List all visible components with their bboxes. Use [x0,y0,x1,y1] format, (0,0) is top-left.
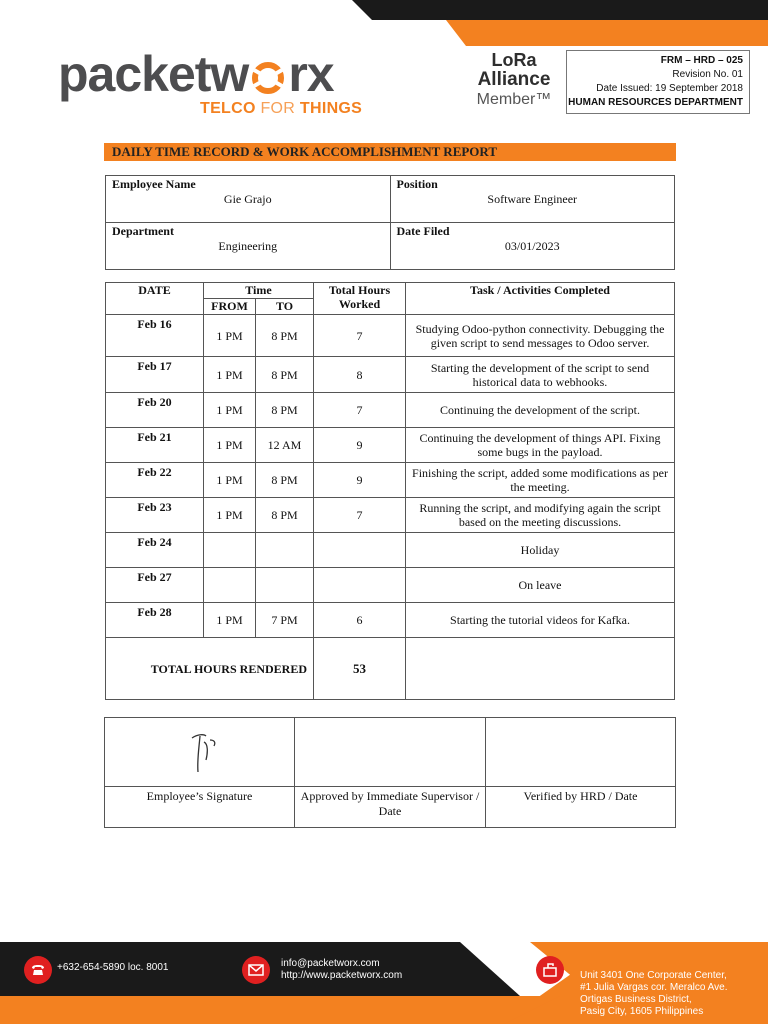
footer-address [580,970,728,1018]
time-row [106,603,675,638]
badge-line-alliance: Alliance [477,69,551,90]
row-task: Starting the development of the script to send historical data to webhooks. [406,357,675,393]
badge-line-member: Member™ [476,91,552,108]
row-date: Feb 28 [106,603,204,638]
employee-signature-icon [170,720,230,780]
row-hours [314,533,406,568]
row-hours: 9 [314,463,406,498]
row-from [204,568,256,603]
employee-name-value: Gie Grajo [223,192,272,206]
footer-website[interactable]: http://www.packetworx.com [281,970,403,981]
form-date-issued: Date Issued: 19 September 2018 [596,83,743,94]
row-from: 1 PM [204,428,256,463]
row-hours: 6 [314,603,406,638]
header-to: TO [256,299,314,315]
row-to: 8 PM [256,315,314,357]
position-label: Position [396,177,438,191]
row-task: Starting the tutorial videos for Kafka. [406,603,675,638]
header-tasks: Task / Activities Completed [406,283,675,315]
row-to: 8 PM [256,463,314,498]
time-row [106,498,675,533]
date-filed-value: 03/01/2023 [504,239,560,253]
tagline-telco: TELCO [200,100,256,117]
supervisor-signature-label: Approved by Immediate Supervisor / Date [295,787,486,828]
header-from: FROM [204,299,256,315]
row-task: Running the script, and modifying again the script based on the meeting discussions. [406,498,675,533]
time-row [106,463,675,498]
row-task: Finishing the script, added some modifications as per the meeting. [406,463,675,498]
row-from: 1 PM [204,393,256,428]
hrd-signature-box [486,718,676,787]
row-date: Feb 17 [106,357,204,393]
employee-signature-box [105,718,295,787]
row-to [256,533,314,568]
row-to: 7 PM [256,603,314,638]
time-row [106,428,675,463]
header-time: Time [204,283,314,299]
employee-name-label: Employee Name [112,177,196,191]
email-icon [242,956,270,984]
position-cell [390,176,675,223]
tagline-for: FOR [260,100,296,117]
header-total-hours: Total Hours Worked [314,283,406,315]
footer-address-line-1: Unit 3401 One Corporate Center, [580,970,727,981]
header-date: DATE [106,283,204,315]
time-row [106,315,675,357]
lora-alliance-badge [468,50,560,116]
logo-o-mark-icon [250,60,286,96]
department-cell [106,223,391,270]
row-task: On leave [406,568,675,603]
row-to: 12 AM [256,428,314,463]
employee-name-cell [106,176,391,223]
form-department: HUMAN RESOURCES DEPARTMENT [568,97,743,108]
phone-icon [24,956,52,984]
row-task: Continuing the development of the script. [406,393,675,428]
footer-address-line-2: #1 Julia Vargas cor. Meralco Ave. [580,982,728,993]
badge-line-lora: LoRa [491,50,537,70]
row-date: Feb 16 [106,315,204,357]
time-row [106,568,675,603]
tagline-things: THINGS [299,100,363,117]
total-hours-value: 53 [314,638,406,700]
row-date: Feb 21 [106,428,204,463]
row-hours: 7 [314,498,406,533]
employee-info-table [105,175,675,270]
form-code: FRM – HRD – 025 [660,55,743,66]
row-hours: 9 [314,428,406,463]
logo-text-left: packetw [58,46,249,102]
total-hours-label: TOTAL HOURS RENDERED [106,638,314,700]
hrd-signature-label: Verified by HRD / Date [486,787,676,828]
row-date: Feb 23 [106,498,204,533]
footer-address-line-3: Ortigas Business District, [580,994,692,1005]
row-date: Feb 22 [106,463,204,498]
row-hours [314,568,406,603]
time-row [106,357,675,393]
supervisor-signature-box [295,718,486,787]
footer-email[interactable]: info@packetworx.com [281,958,380,969]
time-record-table [105,282,675,700]
row-date: Feb 20 [106,393,204,428]
signature-table [104,717,676,828]
row-task: Continuing the development of things API. Fixing some bugs in the payload. [406,428,675,463]
row-to: 8 PM [256,393,314,428]
form-info-box [566,50,750,114]
total-empty-cell [406,638,675,700]
department-value: Engineering [218,239,278,253]
position-value: Software Engineer [487,192,578,206]
row-to: 8 PM [256,357,314,393]
row-to [256,568,314,603]
row-from: 1 PM [204,315,256,357]
footer-address-line-4: Pasig City, 1605 Philippines [580,1006,704,1017]
row-from: 1 PM [204,463,256,498]
row-task: Studying Odoo-python connectivity. Debugging the given script to send messages to Odoo server. [406,315,675,357]
department-label: Department [112,224,174,238]
time-row [106,393,675,428]
row-date: Feb 24 [106,533,204,568]
footer-orange-strip [0,996,560,1024]
report-title: DAILY TIME RECORD & WORK ACCOMPLISHMENT REPORT [104,143,676,161]
header-orange-stripe [446,20,768,46]
date-filed-cell [390,223,675,270]
row-from: 1 PM [204,357,256,393]
row-task: Holiday [406,533,675,568]
header-black-stripe [352,0,768,20]
row-to: 8 PM [256,498,314,533]
logo-text-right: rx [288,46,334,102]
row-hours: 7 [314,315,406,357]
footer-contact [281,958,402,982]
date-filed-label: Date Filed [396,224,450,238]
mail-location-icon [536,956,564,984]
form-revision: Revision No. 01 [672,69,743,80]
logo-wordmark [58,44,334,104]
footer-phone: +632-654-5890 loc. 8001 [57,962,169,973]
row-from [204,533,256,568]
logo-tagline [200,100,362,118]
time-row [106,533,675,568]
employee-signature-label: Employee’s Signature [105,787,295,828]
row-date: Feb 27 [106,568,204,603]
row-from: 1 PM [204,498,256,533]
company-logo [58,44,378,124]
row-hours: 8 [314,357,406,393]
row-hours: 7 [314,393,406,428]
row-from: 1 PM [204,603,256,638]
